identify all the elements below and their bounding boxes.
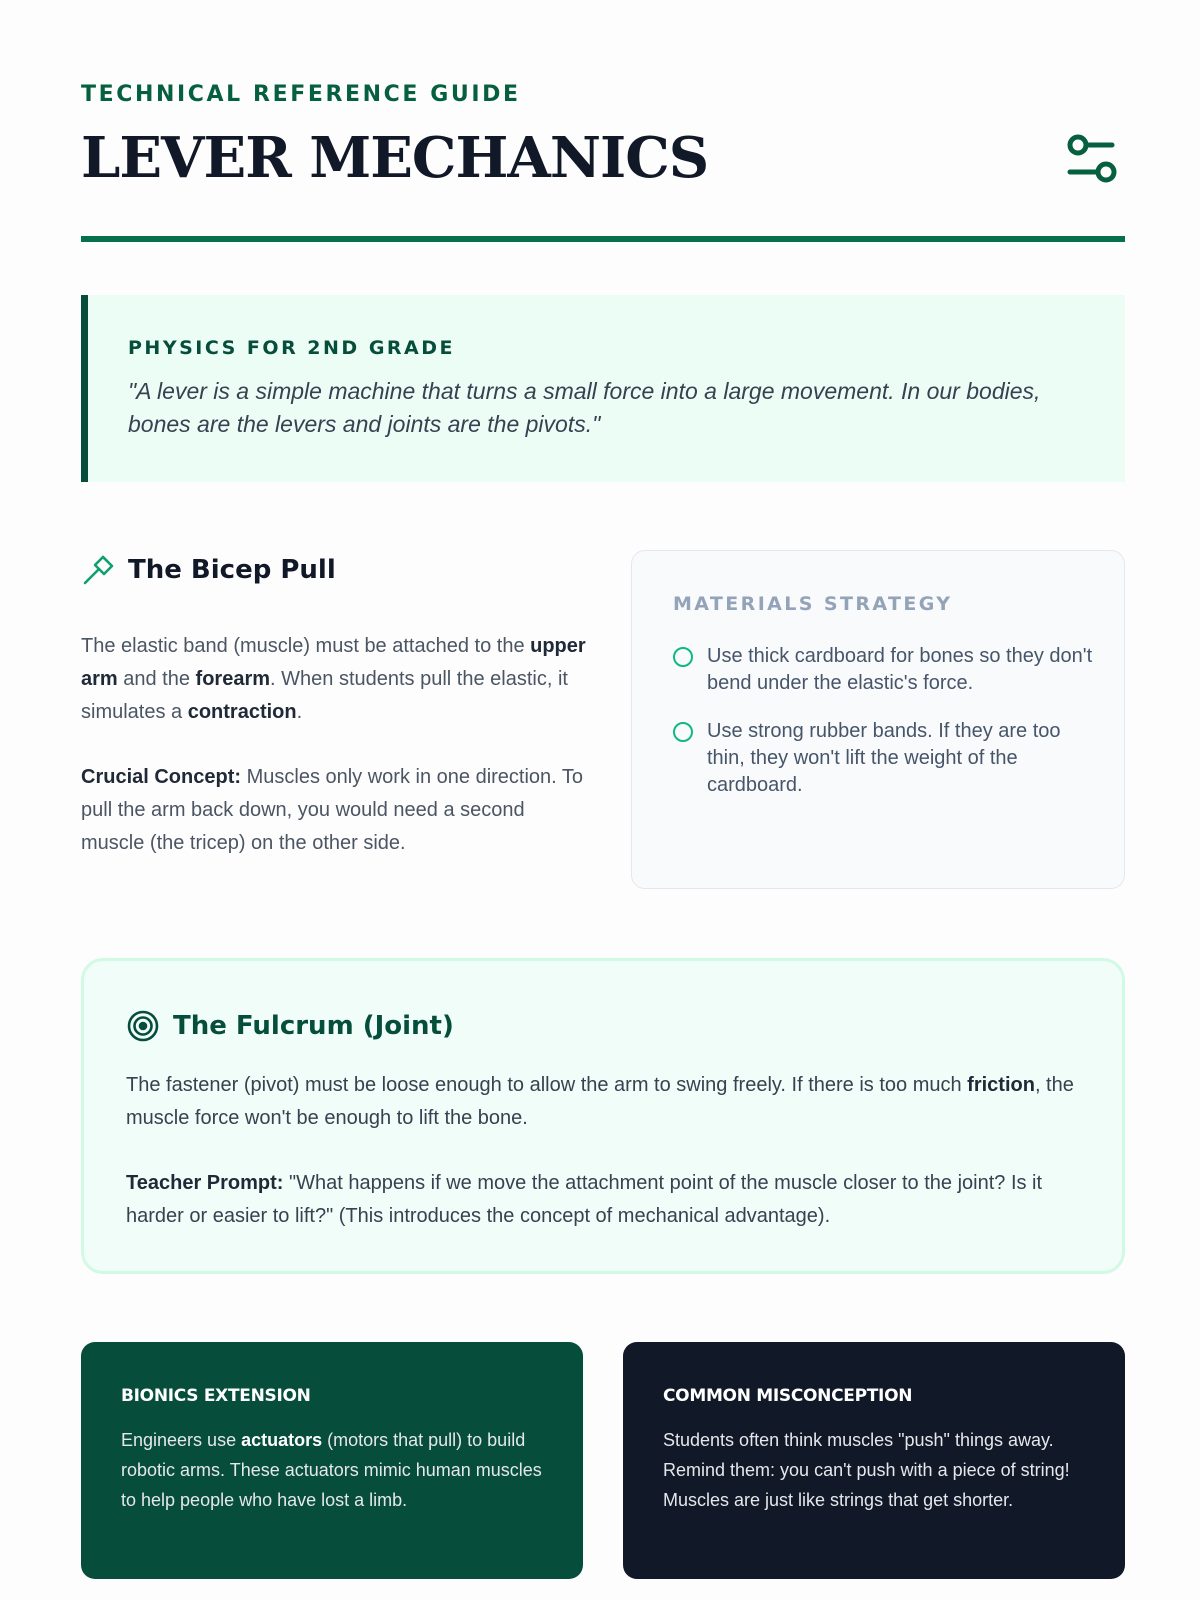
intro-quote-box bbox=[81, 295, 1125, 482]
materials-item-text: Use strong rubber bands. If they are too thin, they won't lift the weight of the cardboard. bbox=[707, 720, 1061, 796]
fulcrum-body bbox=[126, 1069, 1086, 1233]
bicep-text: and the bbox=[117, 668, 196, 690]
target-icon bbox=[126, 1009, 160, 1043]
misconception-label: COMMON MISCONCEPTION bbox=[663, 1386, 913, 1406]
bicep-text: . bbox=[296, 701, 303, 723]
bicep-term-upper-arm: upper arm bbox=[81, 635, 586, 690]
intro-label: PHYSICS FOR 2ND GRADE bbox=[128, 337, 455, 359]
page-title: LEVER MECHANICS bbox=[81, 125, 709, 191]
fulcrum-text: , the muscle force won't be enough to lift the bone. bbox=[126, 1074, 1074, 1129]
materials-item-text: Use thick cardboard for bones so they don't bend under the elastic's force. bbox=[707, 645, 1093, 694]
fulcrum-term-friction: friction bbox=[967, 1074, 1035, 1096]
bicep-text: . When students pull the elastic, it simulates a bbox=[81, 668, 568, 723]
teacher-prompt-label: Teacher Prompt: bbox=[126, 1172, 284, 1194]
bionics-text-part: (motors that pull) to build robotic arms. These actuators mimic human muscles to help people who have lost a limb. bbox=[121, 1430, 542, 1510]
bionics-label: BIONICS EXTENSION bbox=[121, 1386, 311, 1406]
bionics-text-part: Engineers use bbox=[121, 1430, 242, 1450]
intro-quote: "A lever is a simple machine that turns a small force into a large movement. In our bodies, bones are the levers and joints are the pivots." bbox=[128, 378, 1041, 437]
crucial-concept-label: Crucial Concept: bbox=[81, 766, 242, 788]
materials-label: MATERIALS STRATEGY bbox=[673, 593, 953, 615]
fulcrum-text: "What happens if we move the attachment point of the muscle closer to the joint? Is it harder or easier to lift?" (This introduces the concept of mechanical advantage). bbox=[126, 1172, 1043, 1227]
header-divider bbox=[81, 236, 1125, 242]
misconception-text: Students often think muscles "push" things away. Remind them: you can't push with a piece of string! Muscles are just like strings that get shorter. bbox=[663, 1430, 1070, 1510]
fulcrum-text: The fastener (pivot) must be loose enough to allow the arm to swing freely. If there is too much bbox=[126, 1074, 968, 1096]
bicep-term-contraction: contraction bbox=[187, 701, 297, 723]
bionics-text bbox=[121, 1425, 551, 1515]
fulcrum-paragraph-2 bbox=[126, 1167, 1086, 1233]
list-item bbox=[673, 718, 1093, 799]
bicep-paragraph-1 bbox=[81, 630, 591, 729]
sliders-settings-icon[interactable] bbox=[1062, 130, 1122, 190]
bionics-term-actuators: actuators bbox=[241, 1430, 323, 1450]
bicep-heading bbox=[81, 553, 336, 587]
hammer-icon bbox=[81, 553, 115, 587]
bionics-extension-card bbox=[81, 1342, 583, 1579]
eyebrow-label: TECHNICAL REFERENCE GUIDE bbox=[81, 82, 521, 107]
bicep-body bbox=[81, 630, 591, 860]
circle-bullet-icon bbox=[673, 647, 693, 667]
common-misconception-card bbox=[623, 1342, 1125, 1579]
bicep-text: The elastic band (muscle) must be attached to the bbox=[81, 635, 531, 657]
bicep-paragraph-2 bbox=[81, 761, 591, 860]
bicep-text: Muscles only work in one direction. To pull the arm back down, you would need a second muscle (the tricep) on the other side. bbox=[81, 766, 584, 854]
fulcrum-title: The Fulcrum (Joint) bbox=[173, 1011, 454, 1041]
bicep-term-forearm: forearm bbox=[195, 668, 271, 690]
bicep-title: The Bicep Pull bbox=[128, 555, 336, 585]
circle-bullet-icon bbox=[673, 722, 693, 742]
fulcrum-heading bbox=[126, 1009, 454, 1043]
materials-strategy-card bbox=[631, 550, 1125, 889]
materials-list bbox=[673, 643, 1093, 820]
fulcrum-paragraph-1 bbox=[126, 1069, 1086, 1135]
fulcrum-card bbox=[81, 958, 1125, 1274]
list-item bbox=[673, 643, 1093, 697]
